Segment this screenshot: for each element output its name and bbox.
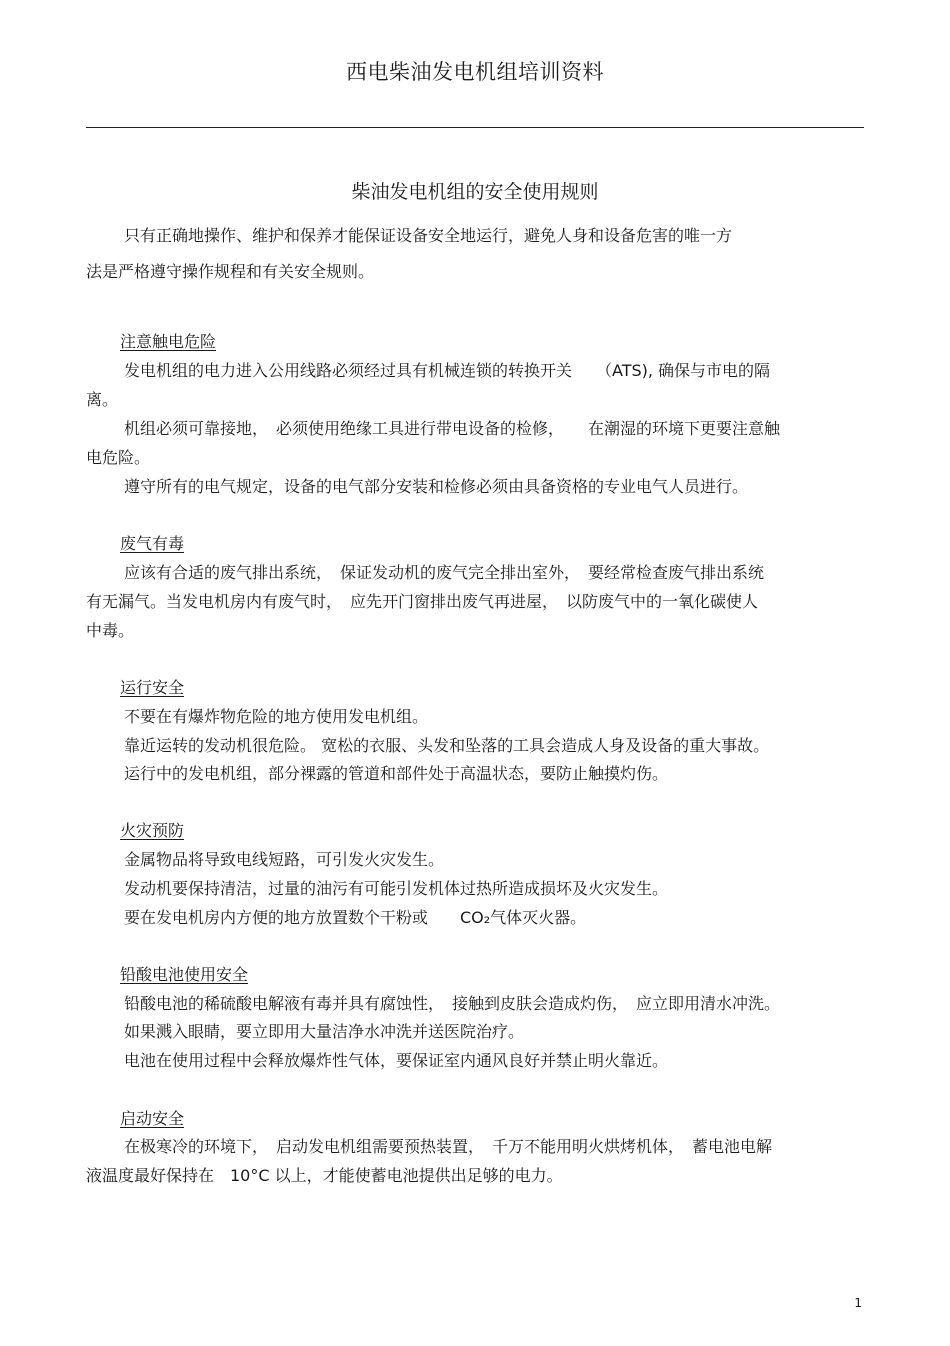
paragraph-line: 发动机要保持清洁，过量的油污有可能引发机体过热所造成损坏及火灾发生。	[124, 879, 669, 898]
paragraph-line: 有无漏气。当发电机房内有废气时， 应先开门窗排出废气再进屋， 以防废气中的一氧化碳使人	[86, 592, 759, 611]
section-heading-battery-safety: 铅酸电池使用安全	[120, 965, 249, 984]
paragraph-line: 应该有合适的废气排出系统， 保证发动机的废气完全排出室外， 要经常检查废气排出系统	[124, 563, 765, 582]
section-heading-operation-safety: 运行安全	[120, 678, 185, 697]
paragraph-line: 铅酸电池的稀硫酸电解液有毒并具有腐蚀性， 接触到皮肤会造成灼伤， 应立即用清水冲洗。	[124, 994, 781, 1013]
section-heading-electric-shock: 注意触电危险	[120, 332, 217, 351]
intro-line: 只有正确地操作、维护和保养才能保证设备安全地运行，避免人身和设备危害的唯一方	[124, 226, 733, 245]
section-heading-fire-prevention: 火灾预防	[120, 821, 185, 840]
paragraph-line: 金属物品将导致电线短路，可引发火灾发生。	[124, 850, 445, 869]
paragraph-line: 离。	[86, 390, 119, 409]
paragraph-line: 机组必须可靠接地， 必须使用绝缘工具进行带电设备的检修， 在潮湿的环境下更要注意触	[124, 419, 781, 438]
section-heading-exhaust: 废气有毒	[120, 534, 185, 553]
paragraph-line: 要在发电机房内方便的地方放置数个干粉或 CO₂气体灭火器。	[124, 908, 587, 927]
paragraph-line: 不要在有爆炸物危险的地方使用发电机组。	[124, 707, 429, 726]
document-title: 柴油发电机组的安全使用规则	[351, 181, 599, 203]
section-heading-startup-safety: 启动安全	[120, 1109, 185, 1128]
paragraph-line: 在极寒冷的环境下， 启动发电机组需要预热装置， 千万不能用明火烘烤机体， 蓄电池电解	[124, 1137, 773, 1156]
paragraph-line: 遵守所有的电气规定，设备的电气部分安装和检修必须由具备资格的专业电气人员进行。	[124, 477, 749, 496]
paragraph-line: 中毒。	[86, 621, 135, 640]
paragraph-line: 靠近运转的发动机很危险。 宽松的衣服、头发和坠落的工具会造成人身及设备的重大事故。	[124, 736, 770, 755]
paragraph-line: 运行中的发电机组，部分裸露的管道和部件处于高温状态，要防止触摸灼伤。	[124, 764, 669, 783]
document-header-title: 西电柴油发电机组培训资料	[346, 60, 604, 84]
header-divider	[86, 127, 864, 128]
paragraph-line: 液温度最好保持在 10°C 以上，才能使蓄电池提供出足够的电力。	[86, 1166, 563, 1185]
paragraph-line: 如果溅入眼睛，要立即用大量洁净水冲洗并送医院治疗。	[124, 1022, 525, 1041]
paragraph-line: 电池在使用过程中会释放爆炸性气体，要保证室内通风良好并禁止明火靠近。	[124, 1051, 669, 1070]
page-number: 1	[854, 1296, 862, 1310]
paragraph-line: 发电机组的电力进入公用线路必须经过具有机械连锁的转换开关 （ATS), 确保与市电的隔	[124, 361, 771, 380]
paragraph-line: 电危险。	[86, 448, 151, 467]
intro-line: 法是严格遵守操作规程和有关安全规则。	[86, 262, 375, 281]
